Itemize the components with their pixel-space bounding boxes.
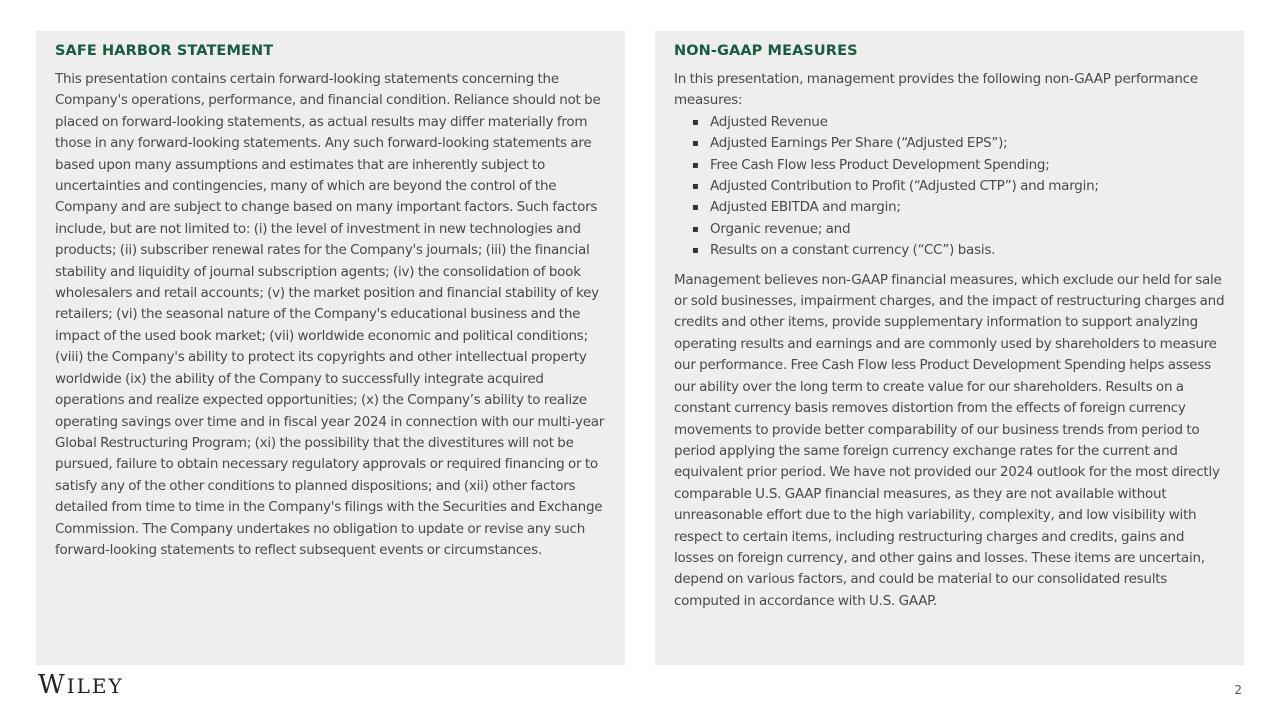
- square-bullet-icon: ▪: [692, 202, 699, 214]
- safe-harbor-body: This presentation contains certain forward-looking statements concerning the Company's operations, performance, and financial condition. Reliance should not be placed on forward-looking statements, as actual results may differ materially from those in any forward-looking statements. Any such forward-looking statements are based upon many assumptions and estimates that are inherently subject to uncertainties and contingencies, many of which are beyond the control of the Company and are subject to change based on many important factors. Such factors include, but are not limited to: (i) the level of investment in new technologies and products; (ii) subscriber renewal rates for the Company's journals; (iii) the financial stability and liquidity of journal subscription agents; (iv) the consolidation of book wholesalers and retail accounts; (v) the market position and financial stability of key retailers; (vi) the seasonal nature of the Company's educational business and the impact of the used book market; (vii) worldwide economic and political conditions; (viii) the Company's ability to protect its copyrights and other intellectual property worldwide (ix) the ability of the Company to successfully integrate acquired operations and realize expected opportunities; (x) the Company’s ability to realize operating savings over time and in fiscal year 2024 in connection with our multi-year Global Restructuring Program; (xi) the possibility that the divestitures will not be pursued, failure to obtain necessary regulatory approvals or required financing or to satisfy any of the other conditions to planned dispositions; and (xii) other factors detailed from time to time in the Company's filings with the Securities and Exchange Commission. The Company undertakes no obligation to update or revise any such forward-looking statements to reflect subsequent events or circumstances.: [55, 71, 605, 558]
- list-item: [692, 197, 1226, 218]
- square-bullet-icon: ▪: [692, 159, 699, 171]
- non-gaap-title: NON-GAAP MEASURES: [674, 43, 858, 59]
- square-bullet-icon: ▪: [692, 181, 699, 193]
- list-item-label: Results on a constant currency (“CC”) basis.: [710, 242, 996, 259]
- list-item-label: Adjusted Revenue: [710, 113, 828, 130]
- list-item: [692, 240, 1226, 261]
- safe-harbor-panel: [36, 31, 625, 665]
- non-gaap-panel: [655, 31, 1244, 665]
- non-gaap-body: Management believes non-GAAP financial measures, which exclude our held for sale or sold businesses, impairment charges, and the impact of restructuring charges and credits and other items, provide supplementary information to support analyzing operating results and earnings and are commonly used by shareholders to measure our performance. Free Cash Flow less Product Development Spending helps assess our ability over the long term to create value for our shareholders. Results on a constant currency basis removes distortion from the effects of foreign currency movements to provide better comparability of our business trends from period to period applying the same foreign currency exchange rates for the current and equivalent prior period. We have not provided our 2024 outlook for the most directly comparable U.S. GAAP financial measures, as they are not available without unreasonable effort due to the high variability, complexity, and low visibility with respect to certain items, including restructuring charges and credits, gains and losses on foreign currency, and other gains and losses. These items are uncertain, depend on various factors, and could be material to our consolidated results computed in accordance with U.S. GAAP.: [674, 271, 1225, 609]
- square-bullet-icon: ▪: [692, 245, 699, 257]
- square-bullet-icon: ▪: [692, 116, 699, 128]
- list-item-label: Adjusted Earnings Per Share (“Adjusted EPS”);: [710, 135, 1008, 152]
- list-item: [692, 155, 1226, 176]
- list-item: [692, 219, 1226, 240]
- safe-harbor-title: SAFE HARBOR STATEMENT: [55, 43, 274, 59]
- list-item-label: Adjusted Contribution to Profit (“Adjusted CTP”) and margin;: [710, 178, 1099, 195]
- square-bullet-icon: ▪: [692, 138, 699, 150]
- wiley-logo: [38, 670, 124, 701]
- list-item: [692, 112, 1226, 133]
- non-gaap-measures-list: [674, 112, 1226, 262]
- list-item: [692, 176, 1226, 197]
- list-item-label: Free Cash Flow less Product Development Spending;: [710, 156, 1050, 173]
- list-item: [692, 133, 1226, 154]
- non-gaap-intro: In this presentation, management provides the following non-GAAP performance measures:: [674, 71, 1198, 109]
- list-item-label: Organic revenue; and: [710, 220, 851, 237]
- list-item-label: Adjusted EBITDA and margin;: [710, 199, 901, 216]
- logo-initial: W: [38, 670, 67, 700]
- page-number: 2: [1234, 683, 1242, 697]
- square-bullet-icon: ▪: [692, 223, 699, 235]
- logo-rest: ILEY: [66, 674, 124, 698]
